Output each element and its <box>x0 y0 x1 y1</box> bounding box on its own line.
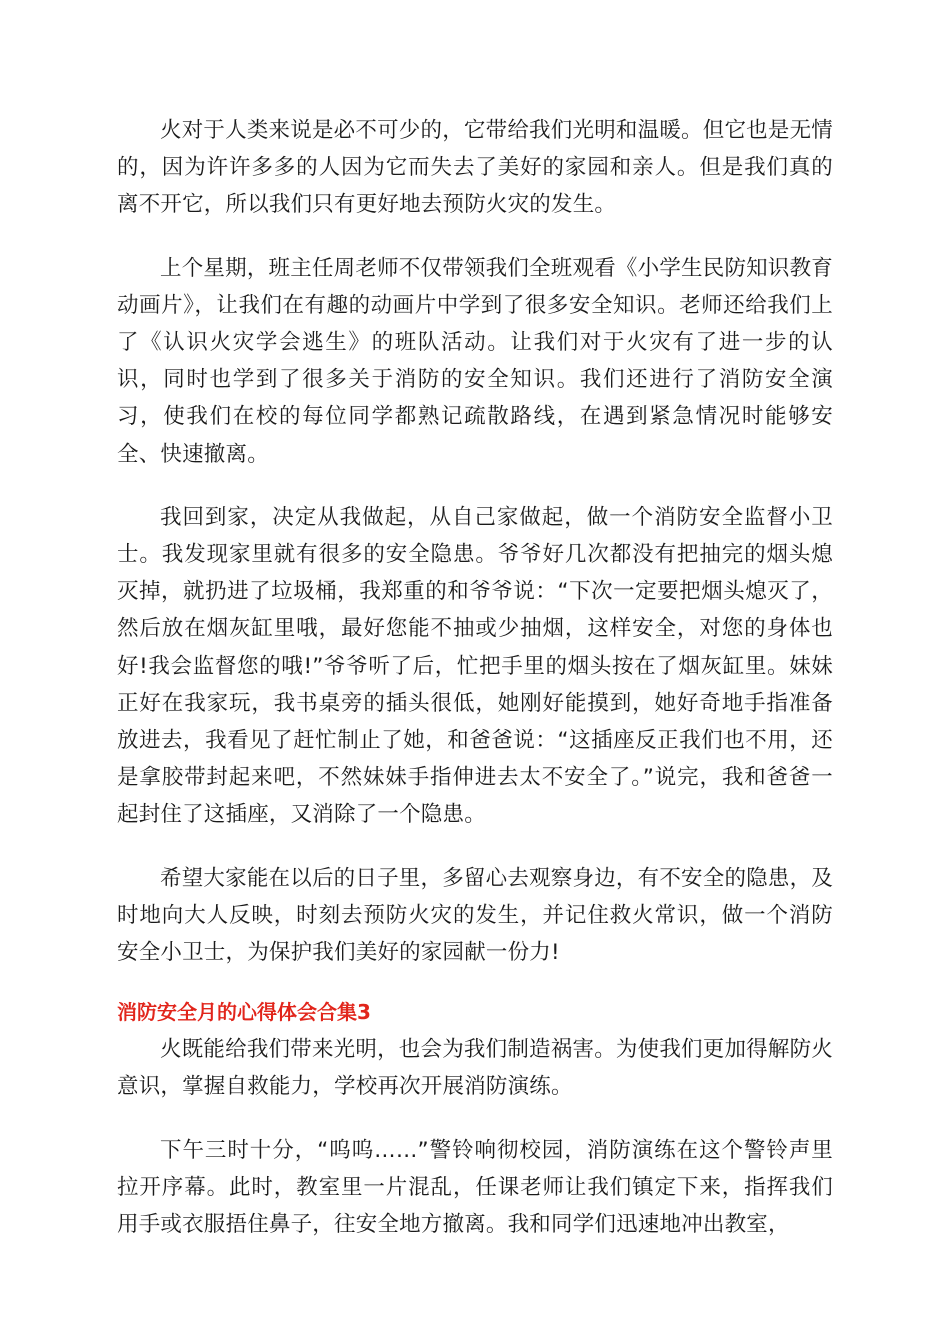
paragraph: 火既能给我们带来光明，也会为我们制造祸害。为使我们更加得解防火意识，掌握自救能力，学校再次开展消防演练。 <box>117 1037 833 1100</box>
document-body <box>117 112 833 1269</box>
paragraph: 火对于人类来说是必不可少的，它带给我们光明和温暖。但它也是无情的，因为许许多多的人因为它而失去了美好的家园和亲人。但是我们真的离不开它，所以我们只有更好地去预防火灾的发生。 <box>117 118 833 218</box>
paragraph: 上个星期，班主任周老师不仅带领我们全班观看《小学生民防知识教育动画片》，让我们在有趣的动画片中学到了很多安全知识。老师还给我们上了《认识火灾学会逃生》的班队活动。让我们对于火灾有了进一步的认识，同时也学到了很多关于消防的安全知识。我们还进行了消防安全演习，使我们在校的每位同学都熟记疏散路线，在遇到紧急情况时能够安全、快速撤离。 <box>117 255 833 467</box>
paragraph: 我回到家，决定从我做起，从自己家做起，做一个消防安全监督小卫士。我发现家里就有很多的安全隐患。爷爷好几次都没有把抽完的烟头熄灭掉，就扔进了垃圾桶，我郑重的和爷爷说：“下次一定要把烟头熄灭了，然后放在烟灰缸里哦，最好您能不抽或少抽烟，这样安全，对您的身体也好!我会监督您的哦!”爷爷听了后，忙把手里的烟头按在了烟灰缸里。妹妹正好在我家玩，我书桌旁的插头很低，她刚好能摸到，她好奇地手指准备放进去，我看见了赶忙制止了她，和爸爸说：“这插座反正我们也不用，还是拿胶带封起来吧，不然妹妹手指伸进去太不安全了。”说完，我和爸爸一起封住了这插座，又消除了一个隐患。 <box>117 504 833 828</box>
section-heading: 消防安全月的心得体会合集3 <box>117 1000 371 1025</box>
paragraph: 下午三时十分，“呜呜……”警铃响彻校园，消防演练在这个警铃声里拉开序幕。此时，教室里一片混乱，任课老师让我们镇定下来，指挥我们用手或衣服捂住鼻子，往安全地方撤离。我和同学们迅速地冲出教室， <box>117 1137 833 1238</box>
paragraph: 希望大家能在以后的日子里，多留心去观察身边，有不安全的隐患，及时地向大人反映，时刻去预防火灾的发生，并记住救火常识，做一个消防安全小卫士，为保护我们美好的家园献一份力! <box>117 865 833 966</box>
